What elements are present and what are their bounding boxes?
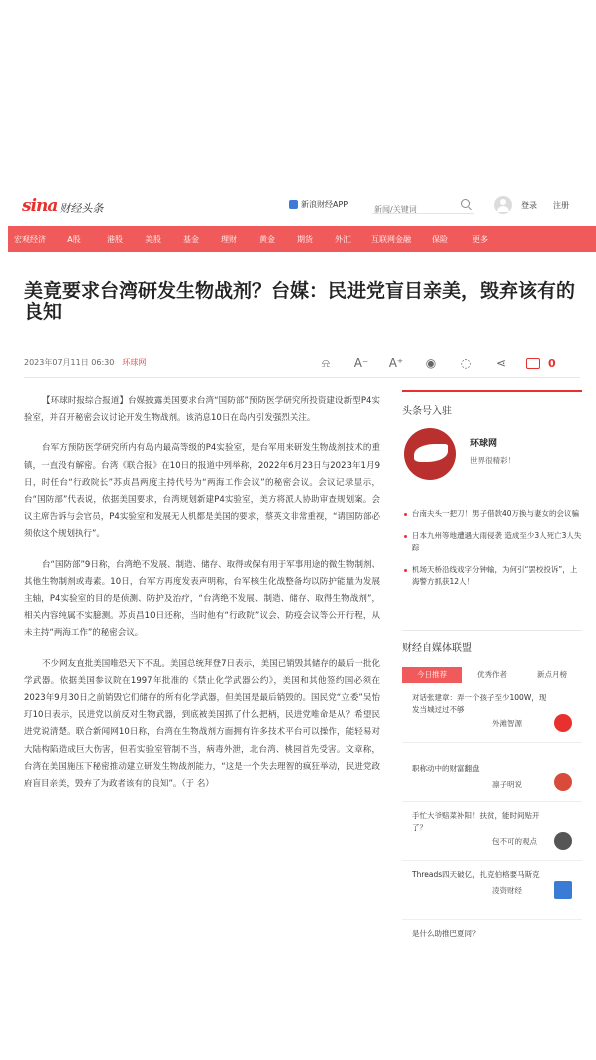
article-meta xyxy=(24,357,146,368)
app-icon xyxy=(289,200,298,209)
sidebar-heading: 头条号入驻 xyxy=(402,390,582,417)
wechat-share-icon[interactable]: ◌ xyxy=(460,356,472,370)
article-paragraph: 台“国防部”9日称，台湾绝不发展、制造、储存、取得或保有用于军事用途的微生物制剂、其他生物制剂或毒素。10日，台军方再度发表声明称，台军核生化战整备均以防护能量为发展主轴，P4实验室的目的是侦测、防护及治疗，“台湾绝不发展、制造、储存、取得生物战剂”，相关内容纯属不实臆测。苏贞昌10日还称，当时他有“行政院”议会、防疫会议等公开行程，从未主持“两海工作”的秘密会议。 xyxy=(24,559,380,639)
article-body xyxy=(24,393,380,806)
article-source[interactable]: 环球网 xyxy=(122,358,147,367)
union-item-title[interactable]: 是什么助推巴夏同？ xyxy=(412,929,480,938)
nav-item[interactable]: 理财 xyxy=(221,234,237,244)
article-paragraph: 不少网友直批美国唯恐天下不乱。美国总统拜登7日表示，美国已销毁其储存的最后一批化学武器。依据美国参议院在1997年批准的《禁止化学武器公约》，美国和其他签约国必须在2023年9月30日之前销毁它们储存的所有化学武器，但美国是最后销毁的。国民党“立委”吴怡玎10日表示，民进党以前反对生物武器，到底被美国抓了什么把柄，民进党唯命是从？希望民进党说清楚。联合新闻网10日称，台湾在生物战剂方面拥有许多技术平台可以操作，能轻易对大陆构陷造成巨大伤害，但若实验室管制不当，病毒外泄，北台湾、桃园首先受害。文章称，台湾在美国施压下秘密推动建立研发生物战剂能力，“这是一个失去理智的疯狂举动，民进党政府盲目亲美，毁弃了为政者该有的良知”。（于 名） xyxy=(24,658,380,790)
site-header xyxy=(0,190,596,224)
weibo-share-icon[interactable]: ◉ xyxy=(425,356,437,370)
author-avatar xyxy=(554,773,572,791)
union-item-title[interactable]: 职称动中的财富翻盘 xyxy=(412,764,480,773)
article-title: 美竟要求台湾研发生物战剂？台媒：民进党盲目亲美，毁弃该有的良知 xyxy=(24,280,576,323)
font-decrease-icon[interactable]: A⁻ xyxy=(353,356,369,370)
headphones-icon[interactable]: ⍾ xyxy=(322,355,330,370)
union-tabs xyxy=(402,666,582,684)
tab-today[interactable]: 今日推荐 xyxy=(402,667,462,683)
register-link[interactable]: 注册 xyxy=(553,201,569,210)
nav-item[interactable]: A股 xyxy=(67,234,81,244)
list-item[interactable] xyxy=(402,861,582,920)
nav-item[interactable]: 期货 xyxy=(297,234,313,244)
channel-nav xyxy=(8,226,596,252)
comment-count: 0 xyxy=(548,356,556,370)
union-item-author: 外滩智源 xyxy=(492,719,522,728)
search-input[interactable] xyxy=(372,203,456,216)
blank-area xyxy=(0,0,596,190)
media-name[interactable]: 环球网 xyxy=(470,439,498,449)
tab-monthly[interactable]: 新点月榜 xyxy=(537,670,567,679)
author-avatar xyxy=(554,881,572,899)
list-item[interactable] xyxy=(402,684,582,743)
article-toolbar xyxy=(316,353,556,373)
article-date: 2023年07月11日 06:30 xyxy=(24,358,115,367)
search-box xyxy=(372,197,474,214)
app-download-link[interactable] xyxy=(289,199,348,210)
app-label: 新浪财经APP xyxy=(301,200,349,209)
union-item-author: 凌资财经 xyxy=(492,886,522,895)
union-item-title[interactable]: 手忙大爷赔菜补阳！扶贫，能时间贴开了？ xyxy=(412,811,540,832)
logo-channel-text: 财经头条 xyxy=(59,202,104,215)
list-item[interactable] xyxy=(402,802,582,861)
sidebar xyxy=(402,390,582,938)
site-logo[interactable] xyxy=(22,194,103,216)
share-icon[interactable]: ⋖ xyxy=(495,356,507,370)
union-item-author: 凛子明说 xyxy=(492,780,522,789)
avatar[interactable] xyxy=(494,196,512,214)
list-item[interactable] xyxy=(402,743,582,802)
nav-item[interactable]: 美股 xyxy=(145,234,161,244)
comment-button[interactable] xyxy=(526,357,556,370)
article-paragraph: 台军方预防医学研究所内有岛内最高等级的P4实验室，是台军用来研发生物战剂技术的重镇，一直没有解密。台湾《联合报》在10日的报道中列举称，2022年6月23日与2023年1月9日，时任台“行政院长”苏贞昌两度主持代号为“两海工作会议”的秘密会议。会议记录显示，台“国防部”代表说，依据美国要求，台湾规划新建P4实验室，美方将派人协助审查规划案。会议主席告诉与会官员，P4实验室和发展无人机都是美国的要求，蔡英文非常重视，“请国防部必须依这个规划执行”。 xyxy=(24,443,380,540)
nav-item[interactable]: 宏观经济 xyxy=(14,234,46,244)
nav-item[interactable]: 港股 xyxy=(107,234,123,244)
nav-item[interactable]: 互联网金融 xyxy=(371,234,411,244)
search-icon[interactable] xyxy=(461,199,470,208)
nav-item[interactable]: 更多 xyxy=(472,234,488,244)
comment-icon xyxy=(526,358,540,369)
media-union-panel xyxy=(402,630,582,940)
nav-item[interactable]: 基金 xyxy=(183,234,199,244)
list-item[interactable] xyxy=(402,920,582,940)
article-paragraph: 【环球时报综合报道】台媒披露美国要求台湾“国防部”预防医学研究所投资建设新型P4实验室，并召开秘密会议讨论开发生物战剂。该消息10日在岛内引发强烈关注。 xyxy=(24,396,380,424)
media-slogan: 世界很精彩！ xyxy=(470,456,515,465)
author-avatar xyxy=(554,714,572,732)
union-heading: 财经自媒体联盟 xyxy=(402,630,582,654)
tab-authors[interactable]: 优秀作者 xyxy=(477,670,507,679)
login-link[interactable]: 登录 xyxy=(521,201,537,210)
nav-item[interactable]: 外汇 xyxy=(335,234,351,244)
nav-item[interactable]: 黄金 xyxy=(259,234,275,244)
union-item-title[interactable]: 对话张建章：弄一个孩子至少100W，现发当城过过不够 xyxy=(412,693,547,714)
list-item[interactable]: 机场天桥沿线戏字分钟输，为何引“罢校投诉”，上海警方抓获12人！ xyxy=(402,564,582,588)
media-logo[interactable] xyxy=(404,428,456,480)
meta-divider xyxy=(24,377,580,378)
nav-item[interactable]: 保险 xyxy=(432,234,448,244)
union-item-title[interactable]: Threads四天破亿，扎克伯格要马斯克 xyxy=(412,870,540,879)
font-increase-icon[interactable]: A⁺ xyxy=(388,356,404,370)
union-item-author: 包不可的观点 xyxy=(492,837,537,846)
media-news-list xyxy=(402,508,582,598)
list-item[interactable]: 日本九州等地遭遇大雨侵袭 造成至少3人死亡3人失踪 xyxy=(402,530,582,554)
list-item[interactable]: 台南夫头一把刀！男子借款40万换与妻女的会议骗 xyxy=(402,508,582,520)
logo-sina-text: sina xyxy=(22,196,58,216)
author-avatar xyxy=(554,832,572,850)
